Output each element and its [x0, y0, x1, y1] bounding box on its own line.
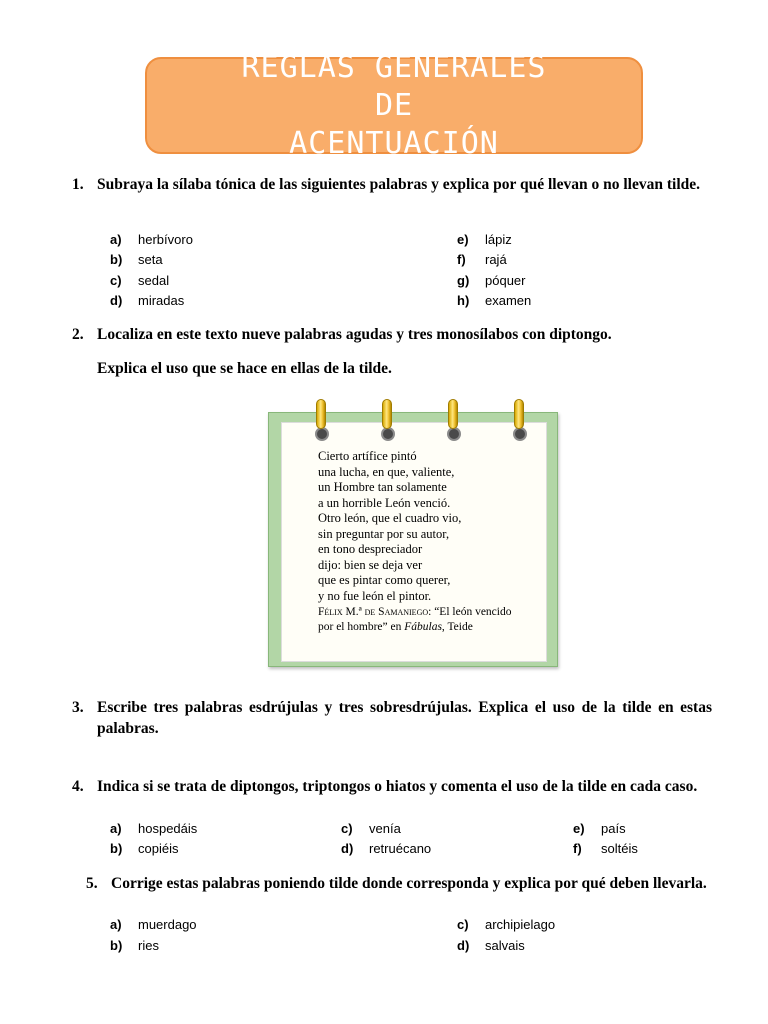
list-item [457, 252, 507, 268]
question-number: 3. [72, 699, 84, 716]
list-item [341, 821, 401, 837]
list-item [457, 293, 531, 309]
question-4 [72, 776, 712, 797]
item-letter: a) [110, 232, 122, 247]
list-item [110, 821, 197, 837]
page-title [224, 49, 564, 163]
binder-ring-icon [382, 399, 392, 429]
item-word: examen [485, 293, 532, 308]
question-text: Subraya la sílaba tónica de las siguientes palabras y explica por qué llevan o no llevan tilde. [97, 176, 700, 193]
binder-ring-icon [316, 399, 326, 429]
question-3 [72, 697, 712, 739]
question-number: 4. [72, 778, 84, 795]
item-letter: d) [110, 293, 123, 308]
question-number: 2. [72, 326, 84, 343]
question-number: 5. [86, 875, 98, 892]
item-letter: e) [573, 821, 585, 836]
item-letter: a) [110, 821, 122, 836]
item-word: póquer [485, 273, 526, 288]
item-word: hospedáis [138, 821, 198, 836]
list-item [110, 252, 163, 268]
question-subtext: Explica el uso que se hace en ellas de la tilde. [97, 360, 392, 377]
list-item [110, 232, 193, 248]
title-line-1: REGLAS GENERALES DE [241, 49, 547, 123]
poem-line: un Hombre tan solamente [318, 480, 447, 494]
item-word: sedal [138, 273, 170, 288]
poem-line: que es pintar como querer, [318, 573, 451, 587]
binder-ring-icon [448, 399, 458, 429]
question-2 [72, 324, 712, 345]
poem-title: : “El león vencido por el hombre” en [318, 606, 512, 633]
item-word: retruécano [369, 841, 432, 856]
title-banner [145, 49, 643, 161]
list-item [457, 232, 512, 248]
question-text: Indica si se trata de diptongos, triptongos o hiatos y comenta el uso de la tilde en cada caso. [97, 778, 698, 795]
list-item [110, 273, 169, 289]
item-word: seta [138, 252, 163, 267]
question-text: Corrige estas palabras poniendo tilde donde corresponda y explica por qué deben llevarla. [111, 875, 707, 892]
item-word: rajá [485, 252, 507, 267]
item-letter: d) [341, 841, 354, 856]
poem-line: sin preguntar por su autor, [318, 526, 450, 541]
binder-hole-icon [381, 427, 395, 441]
item-letter: b) [110, 252, 123, 267]
item-word: ries [138, 938, 159, 953]
item-word: miradas [138, 293, 185, 308]
list-item [573, 841, 638, 857]
poem-author: Félix M.ª de Samaniego [318, 606, 429, 618]
binder-hole-icon [315, 427, 329, 441]
poem-line: y no fue león el pintor. [318, 588, 432, 603]
item-letter: f) [573, 841, 582, 856]
list-item [457, 273, 525, 289]
binder-hole-icon [513, 427, 527, 441]
poem-line: Cierto artífice pintó [318, 449, 417, 463]
list-item [110, 917, 197, 933]
item-word: copiéis [138, 841, 179, 856]
poem-line: a un horrible León venció. [318, 495, 451, 510]
title-line-2: ACENTUACIÓN [289, 125, 499, 161]
item-letter: c) [341, 821, 353, 836]
binder-hole-icon [447, 427, 461, 441]
item-word: muerdago [138, 917, 197, 932]
item-word: salvais [485, 938, 525, 953]
list-item [110, 293, 184, 309]
item-letter: e) [457, 232, 469, 247]
poem-line: en tono despreciador [318, 542, 423, 556]
item-word: soltéis [601, 841, 638, 856]
notebook-card [268, 412, 558, 667]
item-letter: a) [110, 917, 122, 932]
item-letter: c) [110, 273, 122, 288]
list-item [341, 841, 431, 857]
question-1 [72, 174, 712, 195]
poem-publisher: , Teide [441, 621, 473, 633]
list-item [573, 821, 626, 837]
item-letter: h) [457, 293, 470, 308]
item-word: archipielago [485, 917, 556, 932]
item-letter: f) [457, 252, 466, 267]
list-item [457, 938, 525, 954]
poem-credit [318, 605, 523, 635]
item-word: país [601, 821, 626, 836]
item-word: venía [369, 821, 401, 836]
list-item [110, 841, 178, 857]
question-5 [86, 873, 712, 894]
poem-line: dijo: bien se deja ver [318, 557, 423, 572]
item-letter: b) [110, 938, 123, 953]
item-word: lápiz [485, 232, 512, 247]
question-number: 1. [72, 176, 84, 193]
poem-line: Otro león, que el cuadro vio, [318, 511, 462, 525]
list-item [457, 917, 555, 933]
question-text: Escribe tres palabras esdrújulas y tres sobresdrújulas. Explica el uso de la tilde en estas palabras. [97, 699, 712, 737]
item-letter: g) [457, 273, 470, 288]
poem-text [318, 449, 523, 604]
question-text: Localiza en este texto nueve palabras agudas y tres monosílabos con diptongo. [97, 326, 612, 343]
list-item [110, 938, 159, 954]
item-letter: d) [457, 938, 470, 953]
item-letter: c) [457, 917, 469, 932]
binder-ring-icon [514, 399, 524, 429]
item-word: herbívoro [138, 232, 193, 247]
poem-book: Fábulas [404, 621, 442, 633]
poem-line: una lucha, en que, valiente, [318, 464, 455, 479]
item-letter: b) [110, 841, 123, 856]
